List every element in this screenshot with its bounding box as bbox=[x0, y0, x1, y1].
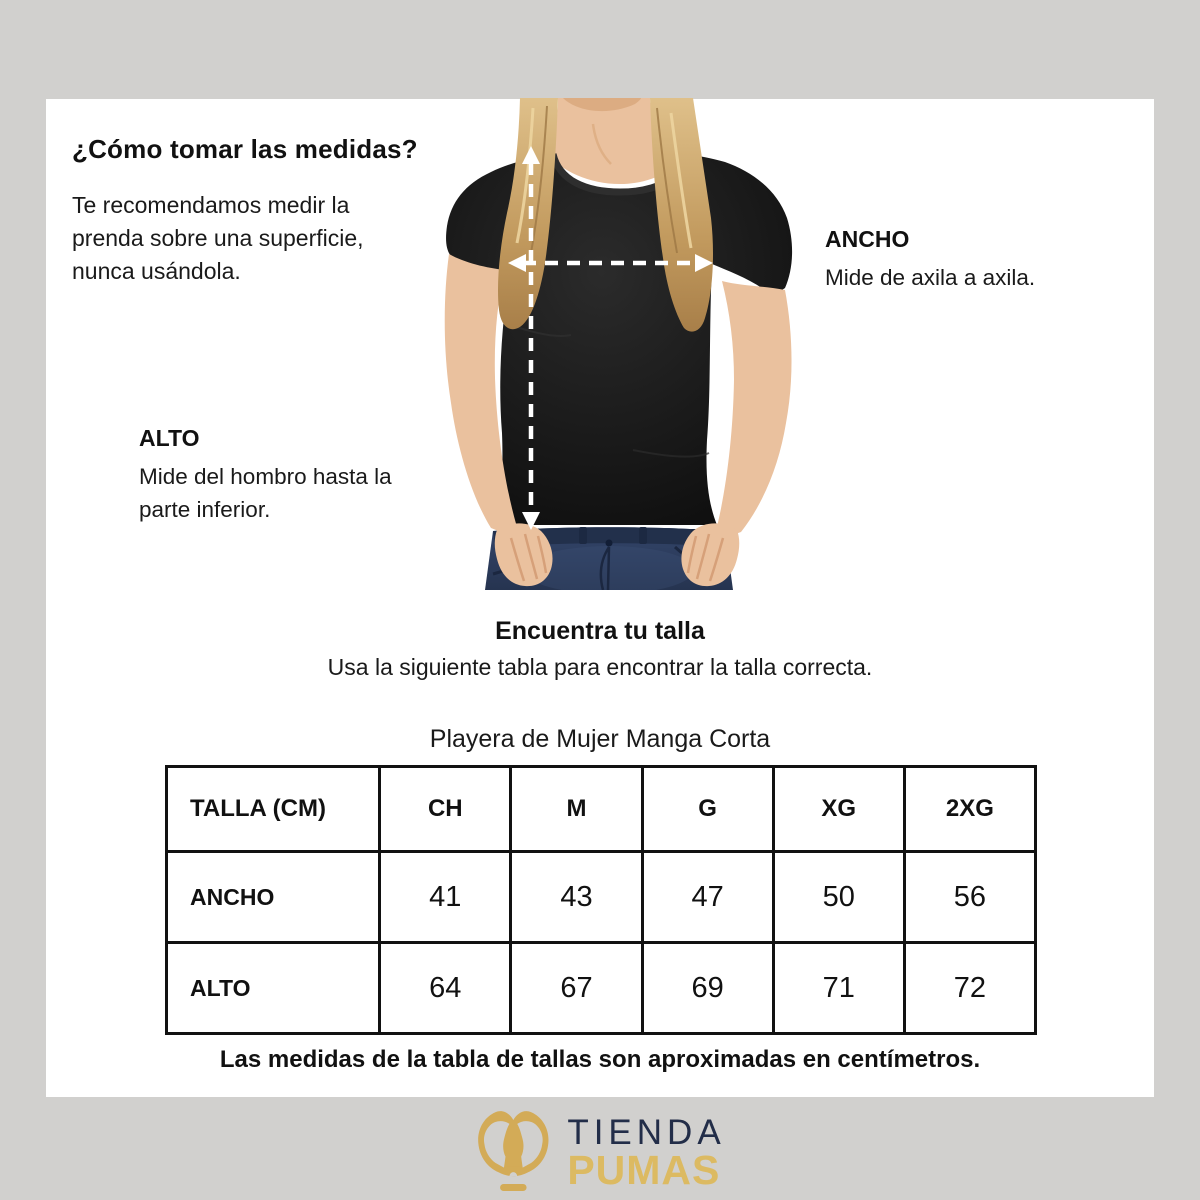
size-table-header-cell: XG bbox=[773, 767, 904, 852]
size-value: 50 bbox=[773, 852, 904, 943]
alto-note bbox=[139, 425, 419, 526]
size-value: 71 bbox=[773, 943, 904, 1034]
size-value: 41 bbox=[380, 852, 511, 943]
size-table-header-row bbox=[167, 767, 1036, 852]
brand-name-pumas: PUMAS bbox=[567, 1147, 721, 1193]
model-photo bbox=[443, 98, 800, 590]
size-table bbox=[165, 765, 1037, 1035]
size-table-header-cell: 2XG bbox=[904, 767, 1035, 852]
size-value: 56 bbox=[904, 852, 1035, 943]
alto-label: ALTO bbox=[139, 425, 200, 451]
find-size-title: Encuentra tu talla bbox=[495, 617, 705, 645]
size-table-header-cell: M bbox=[511, 767, 642, 852]
ancho-description: Mide de axila a axila. bbox=[825, 265, 1036, 290]
ancho-note bbox=[825, 226, 1035, 294]
size-table-header-cell: G bbox=[642, 767, 773, 852]
brand-name-tienda: TIENDA bbox=[567, 1113, 726, 1152]
row-label: ALTO bbox=[167, 943, 380, 1034]
size-table-footnote: Las medidas de la tabla de tallas son aproximadas en centímetros. bbox=[219, 1046, 981, 1073]
ancho-label: ANCHO bbox=[825, 226, 910, 252]
alto-description: Mide del hombro hasta la parte inferior. bbox=[139, 464, 392, 522]
find-size-subtitle: Usa la siguiente tabla para encontrar la talla correcta. bbox=[327, 654, 873, 680]
size-table-title: Playera de Mujer Manga Corta bbox=[429, 725, 771, 753]
how-to-title: ¿Cómo tomar las medidas? bbox=[72, 134, 418, 164]
how-to-body: Te recomendamos medir la prenda sobre una superficie, nunca usándola. bbox=[72, 192, 364, 284]
size-table-row-ancho bbox=[167, 852, 1036, 943]
size-value: 47 bbox=[642, 852, 773, 943]
brand-wordmark bbox=[567, 1113, 726, 1193]
size-value: 69 bbox=[642, 943, 773, 1034]
size-table-header-cell: TALLA (CM) bbox=[167, 767, 380, 852]
size-value: 67 bbox=[511, 943, 642, 1034]
puma-head-icon bbox=[474, 1108, 552, 1196]
size-value: 72 bbox=[904, 943, 1035, 1034]
size-table-row-alto bbox=[167, 943, 1036, 1034]
size-value: 64 bbox=[380, 943, 511, 1034]
brand-logo bbox=[474, 1108, 725, 1196]
size-value: 43 bbox=[511, 852, 642, 943]
row-label: ANCHO bbox=[167, 852, 380, 943]
size-table-header-cell: CH bbox=[380, 767, 511, 852]
